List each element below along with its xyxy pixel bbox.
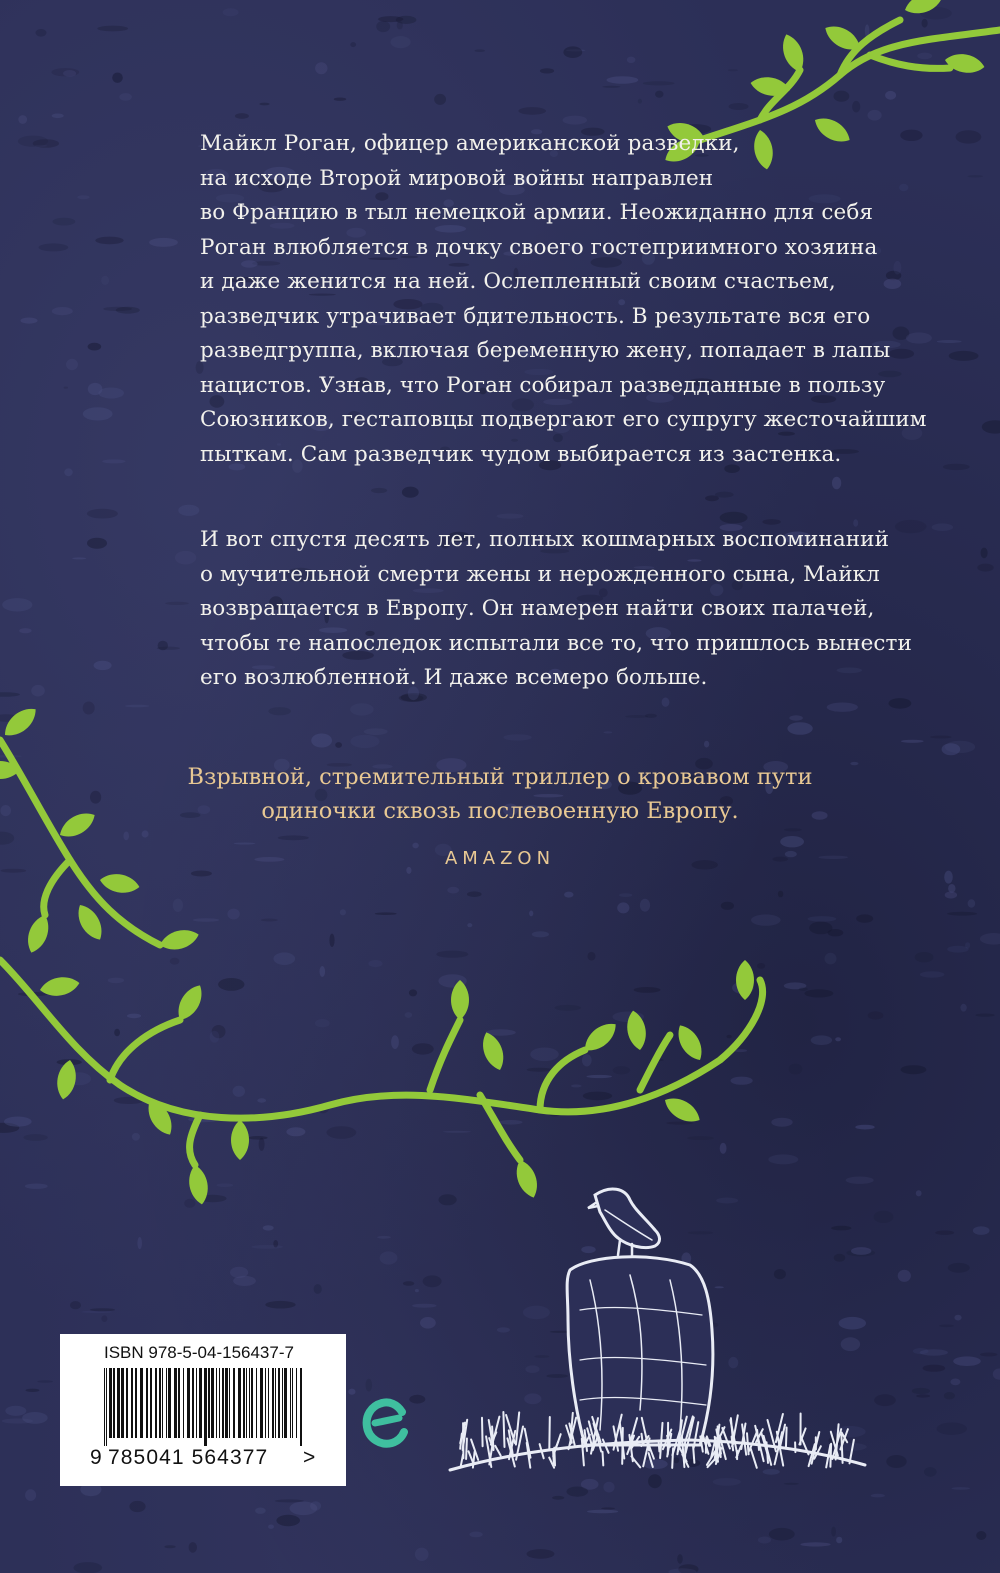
review-quote: Взрывной, стремительный триллер о кровавом пути одиночки сквозь послевоенную Европу. (187, 764, 813, 824)
eksmo-e-logo-icon (357, 1396, 413, 1452)
barcode-quiet-zone-marker: > (303, 1446, 316, 1469)
isbn-label: ISBN 978-5-04-156437-7 (104, 1343, 294, 1362)
barcode (104, 1368, 304, 1446)
barcode-digits: 785041 564377 (108, 1446, 269, 1469)
description-paragraph-2: И вот спустя десять лет, полных кошмарных воспоминаний о мучительной смерти жены и нерожденного сына, Майкл возвращается в Европу. Он намерен найти своих палачей, чтобы те напоследок испытали все то, что пришлось вынести его возлюбленной. И даже всемеро больше. (200, 527, 912, 690)
crow-on-rock-icon (440, 1180, 870, 1510)
description-paragraph-1: Майкл Роган, офицер американской разведки, на исходе Второй мировой войны направлен во Францию в тыл немецкой армии. Неожиданно для себя Роган влюбляется в дочку своего гостеприимного хозяина и даже женится на ней. Ослепленный своим счастьем, разведчик утрачивает бдительность. В результате вся его разведгруппа, включая беременную жену, попадает в лапы нацистов. Узнав, что Роган собирал разведданные в пользу Союзников, гестаповцы подвергают его супругу жесточайшим пыткам. Сам разведчик чудом выбирается из застенка. (200, 131, 927, 467)
isbn-barcode-block (60, 1334, 346, 1486)
review-source: AMAZON (444, 848, 556, 869)
barcode-first-digit: 9 (90, 1446, 102, 1469)
